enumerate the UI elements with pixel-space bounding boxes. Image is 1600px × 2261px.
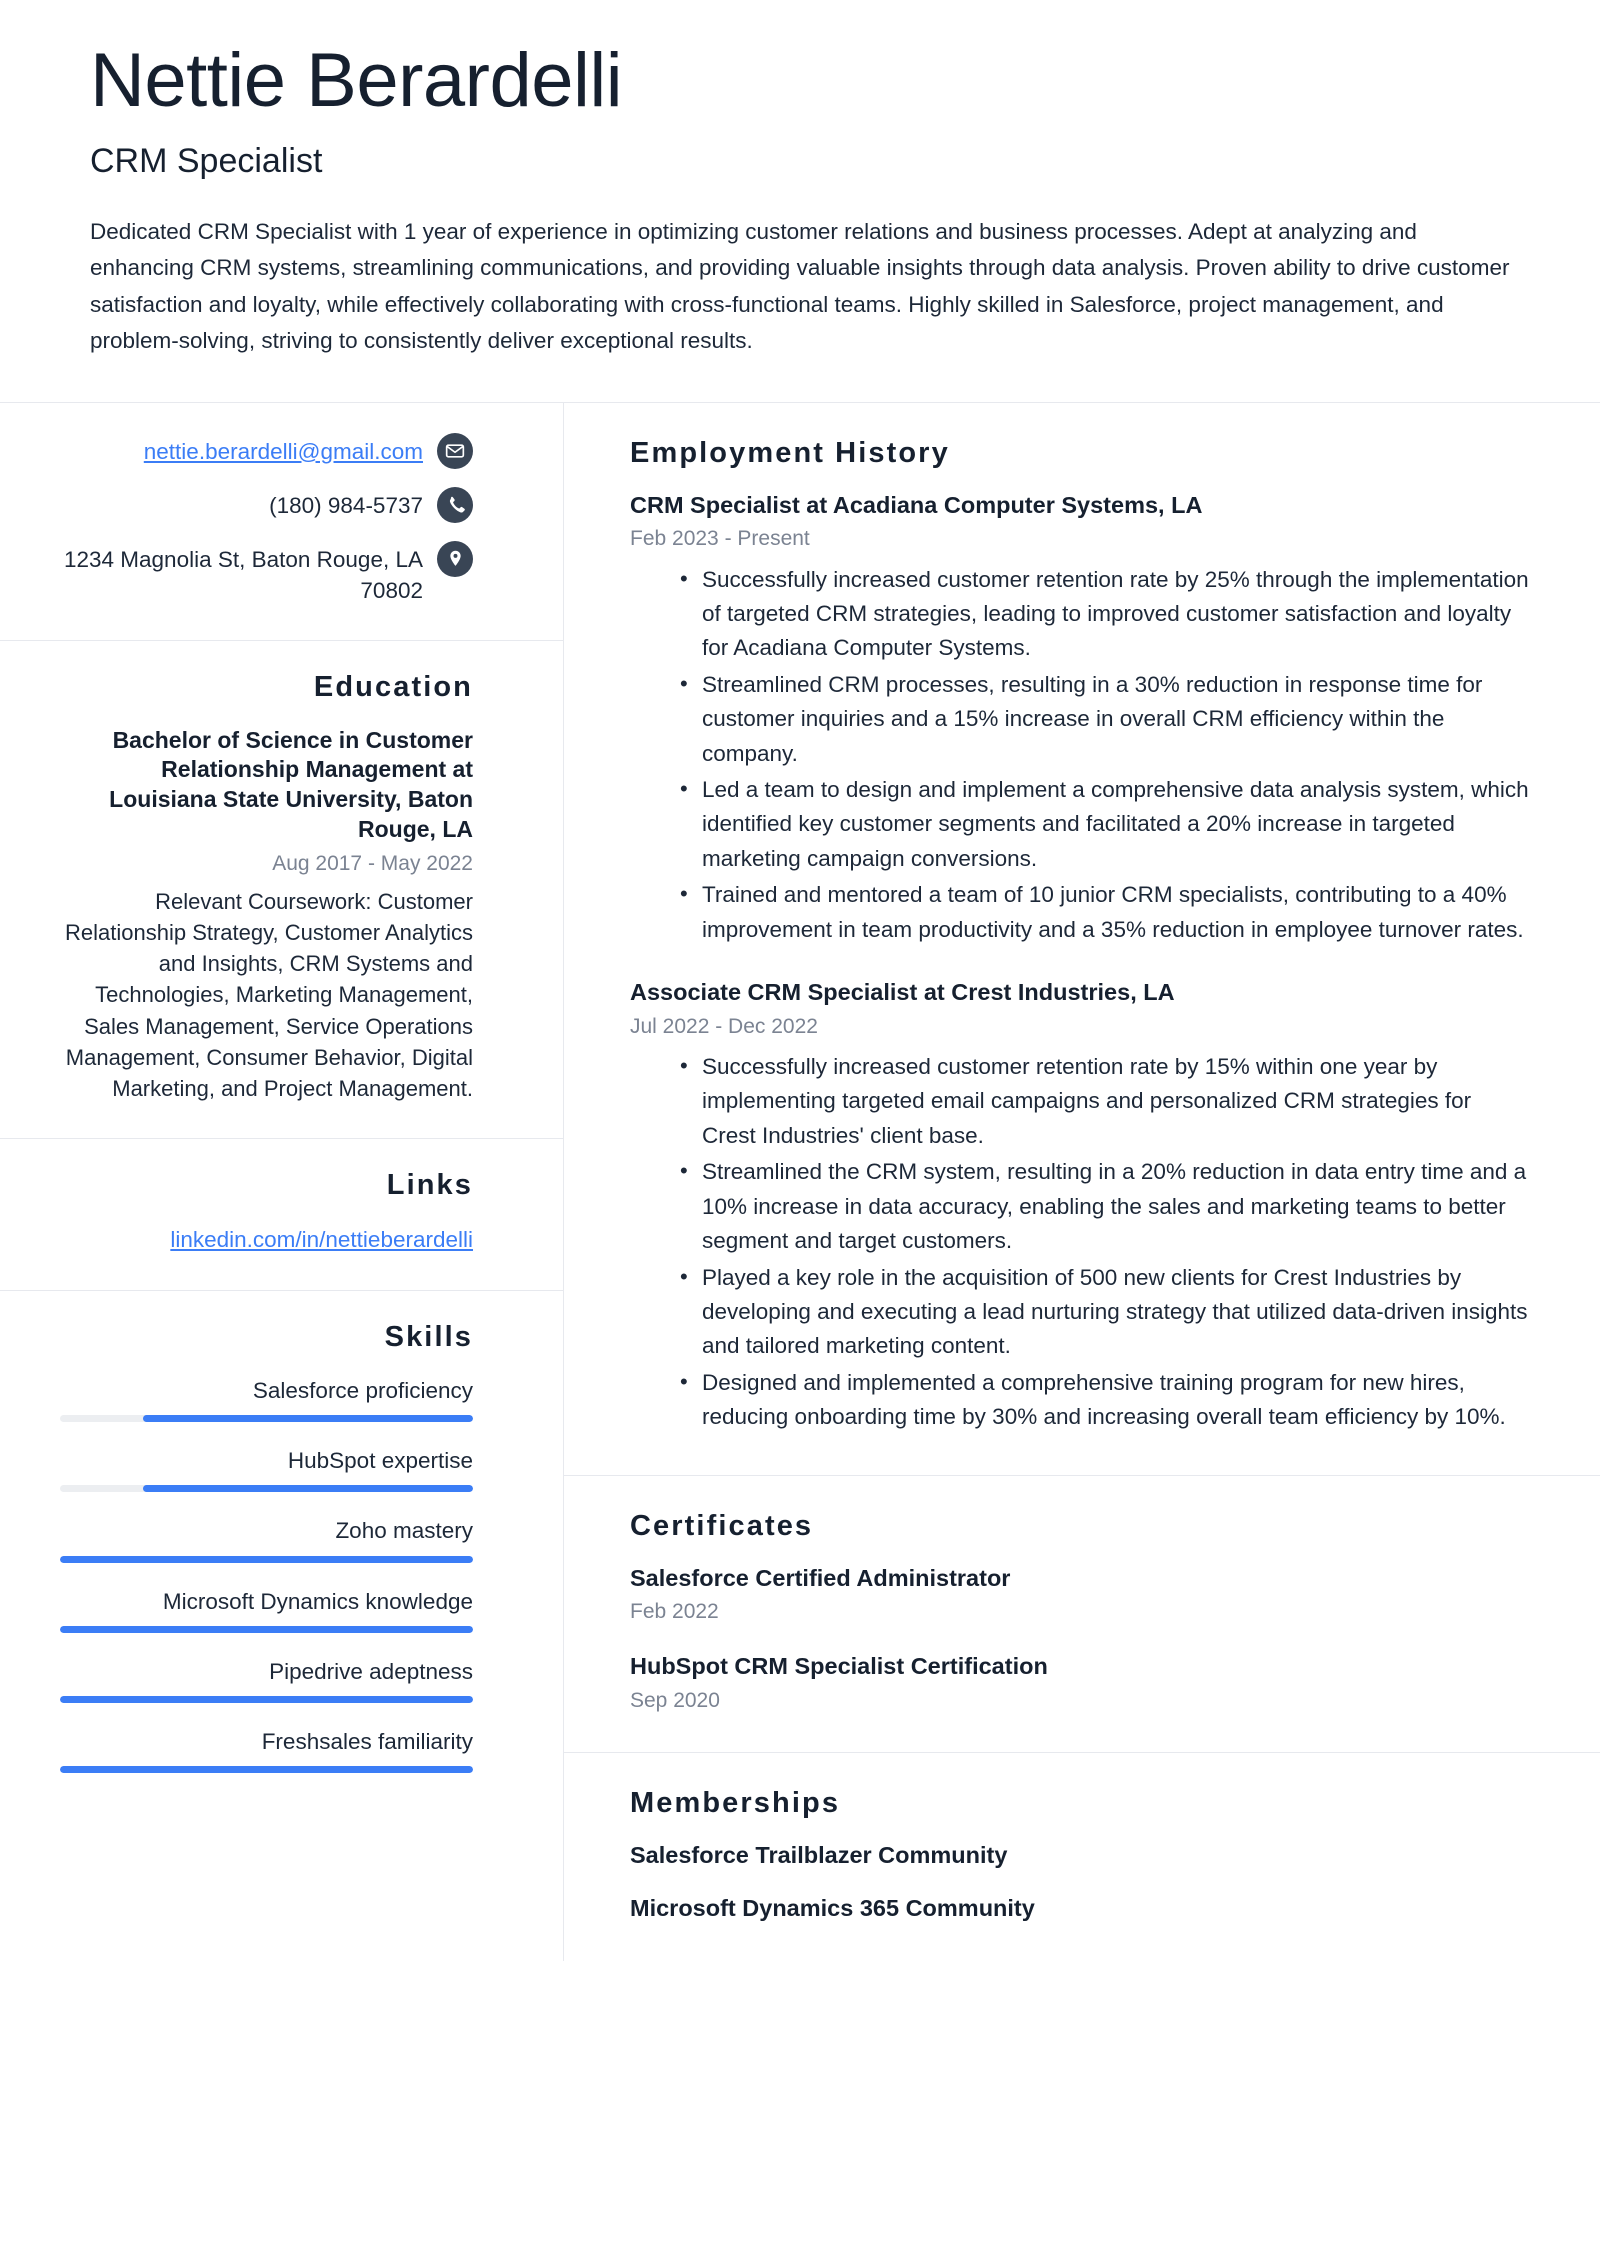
employment-bullet: • Trained and mentored a team of 10 junior CRM specialists, contributing to a 40% improvement in team productivity and a 35% reduction in employee turnover rates.	[680, 878, 1530, 947]
skill-progress-track	[60, 1485, 473, 1492]
email-value[interactable]: nettie.berardelli@gmail.com	[143, 438, 423, 464]
sidebar	[0, 403, 564, 1962]
certificate-entry	[630, 1651, 1530, 1714]
employment-entry	[630, 490, 1530, 947]
skills-heading: Skills	[384, 1320, 473, 1353]
education-description: Relevant Coursework: Customer Relationship Strategy, Customer Analytics and Insights, CRM Systems and Technologies, Marketing Management, Sales Management, Service Operations Management, Consumer Behavior, Digital Marketing, and Project Management.	[65, 888, 473, 1102]
certificates-heading: Certificates	[630, 1509, 814, 1542]
skill-progress-fill	[60, 1766, 473, 1773]
contact-email-row[interactable]	[60, 433, 473, 469]
address-value[interactable]: 1234 Magnolia St, Baton Rouge, LA 70802	[63, 546, 423, 603]
links-heading: Links	[386, 1169, 473, 1202]
skill-progress-track	[60, 1556, 473, 1563]
skill-progress-fill	[60, 1626, 473, 1633]
skill-progress-track	[60, 1766, 473, 1773]
skill-item	[60, 1587, 473, 1633]
membership-entry: Microsoft Dynamics 365 Community	[630, 1894, 1035, 1921]
job-title: CRM Specialist	[90, 142, 323, 181]
education-heading: Education	[313, 670, 473, 703]
education-degree: Bachelor of Science in Customer Relationship Management at Louisiana State University, Baton Rouge, LA	[109, 726, 473, 842]
certificate-name: Salesforce Certified Administrator	[630, 1564, 1011, 1591]
skill-label: Pipedrive adeptness	[269, 1658, 473, 1684]
memberships-section	[564, 1753, 1600, 1961]
employment-history-heading: Employment History	[630, 436, 950, 469]
map-pin-icon	[437, 541, 473, 577]
skill-label: Salesforce proficiency	[252, 1377, 473, 1403]
membership-entry: Salesforce Trailblazer Community	[630, 1842, 1008, 1869]
certificate-date: Sep 2020	[630, 1689, 720, 1713]
employment-role: CRM Specialist at Acadiana Computer Systems, LA	[630, 491, 1203, 518]
employment-date: Feb 2023 - Present	[630, 527, 810, 551]
education-date: Aug 2017 - May 2022	[272, 852, 473, 876]
skill-label: Zoho mastery	[335, 1518, 473, 1544]
memberships-heading: Memberships	[630, 1787, 841, 1820]
envelope-icon	[437, 433, 473, 469]
contact-phone-row[interactable]	[60, 487, 473, 523]
phone-value[interactable]: (180) 984-5737	[269, 492, 423, 518]
certificates-list	[630, 1563, 1530, 1715]
skill-item	[60, 1657, 473, 1703]
professional-summary: Dedicated CRM Specialist with 1 year of experience in optimizing customer relations and business processes. Adept at analyzing and enhancing CRM systems, streamlining communications, and providing valuable insights through data analysis. Proven ability to drive customer satisfaction and loyalty, while effectively collaborating with cross-functional teams. Highly skilled in Salesforce, project management, and problem-solving, striving to consistently deliver exceptional results.	[90, 218, 1510, 354]
employment-date: Jul 2022 - Dec 2022	[630, 1014, 818, 1038]
phone-icon	[437, 487, 473, 523]
skill-progress-fill	[143, 1415, 473, 1422]
links-section	[0, 1139, 563, 1291]
certificate-entry	[630, 1563, 1530, 1626]
skill-item	[60, 1516, 473, 1562]
employment-bullet: • Successfully increased customer retention rate by 15% within one year by implementing targeted email campaigns and personalized CRM strategies for Crest Industries' client base.	[680, 1050, 1530, 1153]
skill-label: Freshsales familiarity	[261, 1729, 473, 1755]
skill-item	[60, 1727, 473, 1773]
skill-progress-fill	[60, 1696, 473, 1703]
skill-progress-fill	[60, 1556, 473, 1563]
employment-bullet-list	[630, 563, 1530, 948]
employment-list	[630, 490, 1530, 1435]
skills-section	[0, 1291, 563, 1808]
employment-bullet: • Played a key role in the acquisition of 500 new clients for Crest Industries by developing and executing a lead nurturing strategy that utilized data-driven insights and tailored marketing content.	[680, 1261, 1530, 1364]
education-section	[0, 641, 563, 1140]
skill-progress-track	[60, 1415, 473, 1422]
certificates-section	[564, 1476, 1600, 1754]
employment-bullet-list	[630, 1050, 1530, 1435]
page-title: Nettie Berardelli	[90, 38, 623, 123]
employment-entry	[630, 977, 1530, 1434]
main-content	[564, 403, 1600, 1962]
resume-body	[0, 403, 1600, 1962]
skill-progress-track	[60, 1626, 473, 1633]
certificate-date: Feb 2022	[630, 1600, 719, 1624]
certificate-name: HubSpot CRM Specialist Certification	[630, 1653, 1048, 1680]
resume-header	[0, 0, 1600, 402]
skill-progress-track	[60, 1696, 473, 1703]
skill-item	[60, 1446, 473, 1492]
skill-progress-fill	[143, 1485, 473, 1492]
skills-list	[60, 1376, 473, 1774]
contact-address-row[interactable]	[60, 541, 473, 606]
skill-label: Microsoft Dynamics knowledge	[162, 1588, 473, 1614]
skill-label: HubSpot expertise	[287, 1448, 473, 1474]
employment-bullet: • Streamlined CRM processes, resulting in a 30% reduction in response time for customer inquiries and a 15% increase in overall CRM efficiency within the company.	[680, 668, 1530, 771]
employment-bullet: • Designed and implemented a comprehensive training program for new hires, reducing onboarding time by 30% and increasing overall team efficiency by 10%.	[680, 1366, 1530, 1435]
employment-bullet: • Streamlined the CRM system, resulting in a 20% reduction in data entry time and a 10% increase in data accuracy, enabling the sales and marketing teams to better segment and target customers.	[680, 1155, 1530, 1258]
memberships-list	[630, 1840, 1530, 1923]
employment-history-section	[564, 403, 1600, 1476]
employment-role: Associate CRM Specialist at Crest Industries, LA	[630, 979, 1175, 1006]
contact-details-section	[0, 403, 563, 641]
employment-bullet: • Successfully increased customer retention rate by 25% through the implementation of targeted CRM strategies, leading to improved customer satisfaction and loyalty for Acadiana Computer Systems.	[680, 563, 1530, 666]
employment-bullet: • Led a team to design and implement a comprehensive data analysis system, which identified key customer segments and facilitated a 20% increase in targeted marketing campaign conversions.	[680, 773, 1530, 876]
link-item[interactable]: linkedin.com/in/nettieberardelli	[170, 1227, 473, 1253]
skill-item	[60, 1376, 473, 1422]
